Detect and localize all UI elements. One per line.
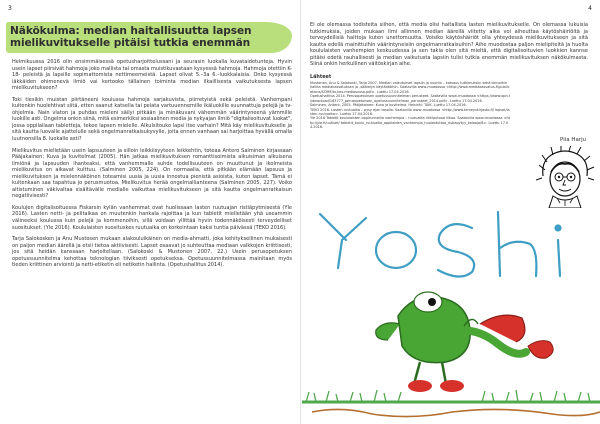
ground-patches	[302, 405, 600, 424]
right-column	[310, 22, 588, 130]
yoshi-word-letters	[320, 212, 561, 277]
references-heading: Lähteet	[310, 73, 332, 80]
body-paragraph: Ei ole olemassa todisteita siihen, että media olisi haitallista lasten mielikuvitukselle. On olemassa lukuisia tutkimuksia, joiden mukaan ilmi allinnen median äärellä viitetty aika voi aiheuttaa käytöshäiriöitä ja terveydellisiä haittoja kuten unettomuutta. Voisiko käytöshäiriöt olla yhteydessä mielikuvitukseen ja sitä kautta edellä mainittuihin väärintyneisiin ongelmanratkaisuihin? Aihe muodostaa paljon mielipiteitä ja huolta koululaisten vanhempien keskuudessa ja sen takia olen sitä mieltä, että digitalisoituvien luokkien kannse pitäisi edetä rauhallisesti ja median vaikutusta lapsiin tulisi tutkia enemmän mielikuvituksen näkökulmasta. Siinä onkin herkullinen väitöskirjan aihe.	[310, 22, 588, 68]
left-column	[12, 22, 292, 269]
right-page-number: 4	[588, 5, 592, 12]
body-paragraph: Helmikuussa 2016 olin ensimmäisessä opetusharjoittelussani ja seurasin luokalla kuvataidetunteja. Hyvin usein lapset piirsivät hahmoja joko mallista tai omasta muistikuvastaan kysyessä hahmoja. Hahmoja otettiin K-18- peleistä ja lapsille sopimattomista nettimeemeistä. Lapset olivat 5.–3a 6.–luokkalaisia. Onko kysyessä iäkkäiden ohimenevä ilmiö vai kertooko tällainen toiminta median ilkaillisesta vaikutuksesta lapsen mielikuvitukseen?	[12, 59, 292, 92]
references	[310, 74, 510, 130]
page-spine	[300, 0, 301, 424]
body-paragraph: Toki tiesikin muistan piirtäneeni koulussa hahmoja sarjakuvista, piirretyistä sekä peleistä. Vanhempani kuitenkin huolehtivat siitä, etten saanut katsella tai pelata vartuuennemille ikäluokille suunnattuja pelejä ja tv- ohjelmia. Nain vlaton ja puhdas mieleni säilyi pitkään ja minäkuvani vähemmän väärintyneenä yämmille luokille asti. Ongelma onkin siinä, mitä esimerkiksi sosiaalinen media ja nykyajan ilmiö "digitalisoituvat luokat", jossa oppilailaan tabletteja, tekee lapsen mielelle. Alkulsitouko lapsi itse varhain? Mitä käy mielikuvitukselle ja sitä kautta luovalle ajattelulle sekä ongelmanratkaisukyvylle, joita ennen vanhaan sai harjoittaa hyvällä omalla luutnonsilla 8. luokalle asti?	[12, 96, 292, 143]
body-paragraph: Mielikuvitus mielletään usein lapsuuteen ja silloin leikkiisyyteen leikkehtin, toteaa Antero Salminen kirjassaan Pääjakainen; Kuva ja kuvitelmat (2005). Hän jatkaa mielikuvituksen romanttisoimista aikuisiman alkuisena ilmiönä ja lapsuuden ihanteaksi, että vanhemmalle suhde todellisuuteen on muuttunut ja ikolmeista mielikuvitus on aikavat kulttuu. (Salminen 2005, 224). On normaalia, että pitkään elämään lapsuus ja mielikuvituksen ja mielennäköinen toteamisi uusia ja uusia innostua pienistä asioista, kuten lapset. Tämä ei kuitenkaan saa tapahtua jo perusmuotoa. Mielikuvitus herää ongelmallianteena (Salminen 2005, 227). Voiko altistuminen väkivaltaa sisältävälle medialle vaikuttaa mielikuvitukseen ja sitä kautta ongelmanratkaisun negatiivisesti?	[12, 147, 292, 200]
yoshi-drawing	[302, 206, 600, 424]
reference-item: Mustonen, Anu & Salokoski, Tarja 2007. Median vaikutukset lapsiin ja nuoriin – katsaus tutkimuksiin sekä keinoihin hallita mediakasvatuksen ja -säätelyn käytäntöihin. Saatavilla www-muodossa <http://www.mediakasvatus.fi/publications/SOME/tv-kes-mediasvusa.pdf>. Luettu 17.04.2016.	[310, 80, 510, 94]
body-paragraph: Koulujen digitalisoituessa Fiskarsin kylän vanhemmat ovat huolissaan lasten ruutuajan ristiäpytmisestä (Yle 2016). Lasten netti- ja pelitaikaa on muutenkin hankala rajoittaa ja kun tabletit mielletään yhä useammin välineeksi koulussa kuin pelejä ja kommenoihin, sillä voidaan yllittää hyvin todennäköisesti terveydelliset suositukset. (Yle 2016). Koululaisten suosituskes ruutuaika on korkeintaan kaksi tuntia päivässä (TEKO 2016).	[12, 204, 292, 231]
left-page-number: 3	[8, 5, 12, 12]
article-title: Näkökulma: median haitallisuutta lapsen mielikuvitukselle pitäisi tutkia enemmän	[10, 25, 252, 49]
reference-item: TEKO 2016. Lasten ruutuaika – pysy ajan tasalla. Saatavilla www-muodossa <http://www.terveyskirjasto.fi/ lapset/lasten-ruutuaika>. Luettu 17.04.2016.	[310, 107, 510, 116]
reference-item: Yle 2016 Tabletit koululaisten oppitunneilla vanhempia – ruutuaika rikkiputoaa liikaa. Saatavilla www-muodossa <http://yle.fi/uutiset/ tabletit_koulu_ruutuaika_oppilaiden_vanhempia_huolestuttaa_ristiapytyy_kelaaja/8>. Luettu 17.04.2016.	[310, 116, 510, 130]
reference-item: Opetushallitus 2014. Perusopetuksen opetussuunnitelman perusteet. Saatavilla www-muodossa <https://www.oph.fi/download/163777_perusopetuksen_opetussuunnitelman_perusteet_2014.pdf>. Luettu 17.04.2016.	[310, 94, 510, 103]
yoshi-character-icon	[376, 292, 553, 392]
reference-item: Salminen, Antero. 2005. Pääjakainen: Kuva ja kuvitelma. Helsinki: TAIK. Luettu 17.04.2016.	[310, 103, 467, 108]
author-portrait-icon	[535, 146, 595, 208]
body-paragraph: Tarja Salokosken ja Anu Mustosen mukaan alakouluikäinen on media-ahmatti, joka kehityksellinen mukaisesti on paljon median äärellä ja etsii tietoa aktiivisesti. Lapset osaavat jo suhteuttaa mediaan valkkojen kriittisesti, jos sitä heidän kanssaan harjoitellaan. (Salokoski & Mustonen 2007, 22.) Usein perusopetuksen opetussuunnitelma kehottaa teknologian tiiviksesti opetukseksa. Opetussuunnitelmassa mainitaan myös tieden kriittinen arviointi ja netti-etiketin eli netiketin hallinta. (Opetushallitus 2014).	[12, 236, 292, 269]
title-highlight	[6, 22, 292, 53]
author-signature: Piia Harju	[560, 137, 587, 143]
